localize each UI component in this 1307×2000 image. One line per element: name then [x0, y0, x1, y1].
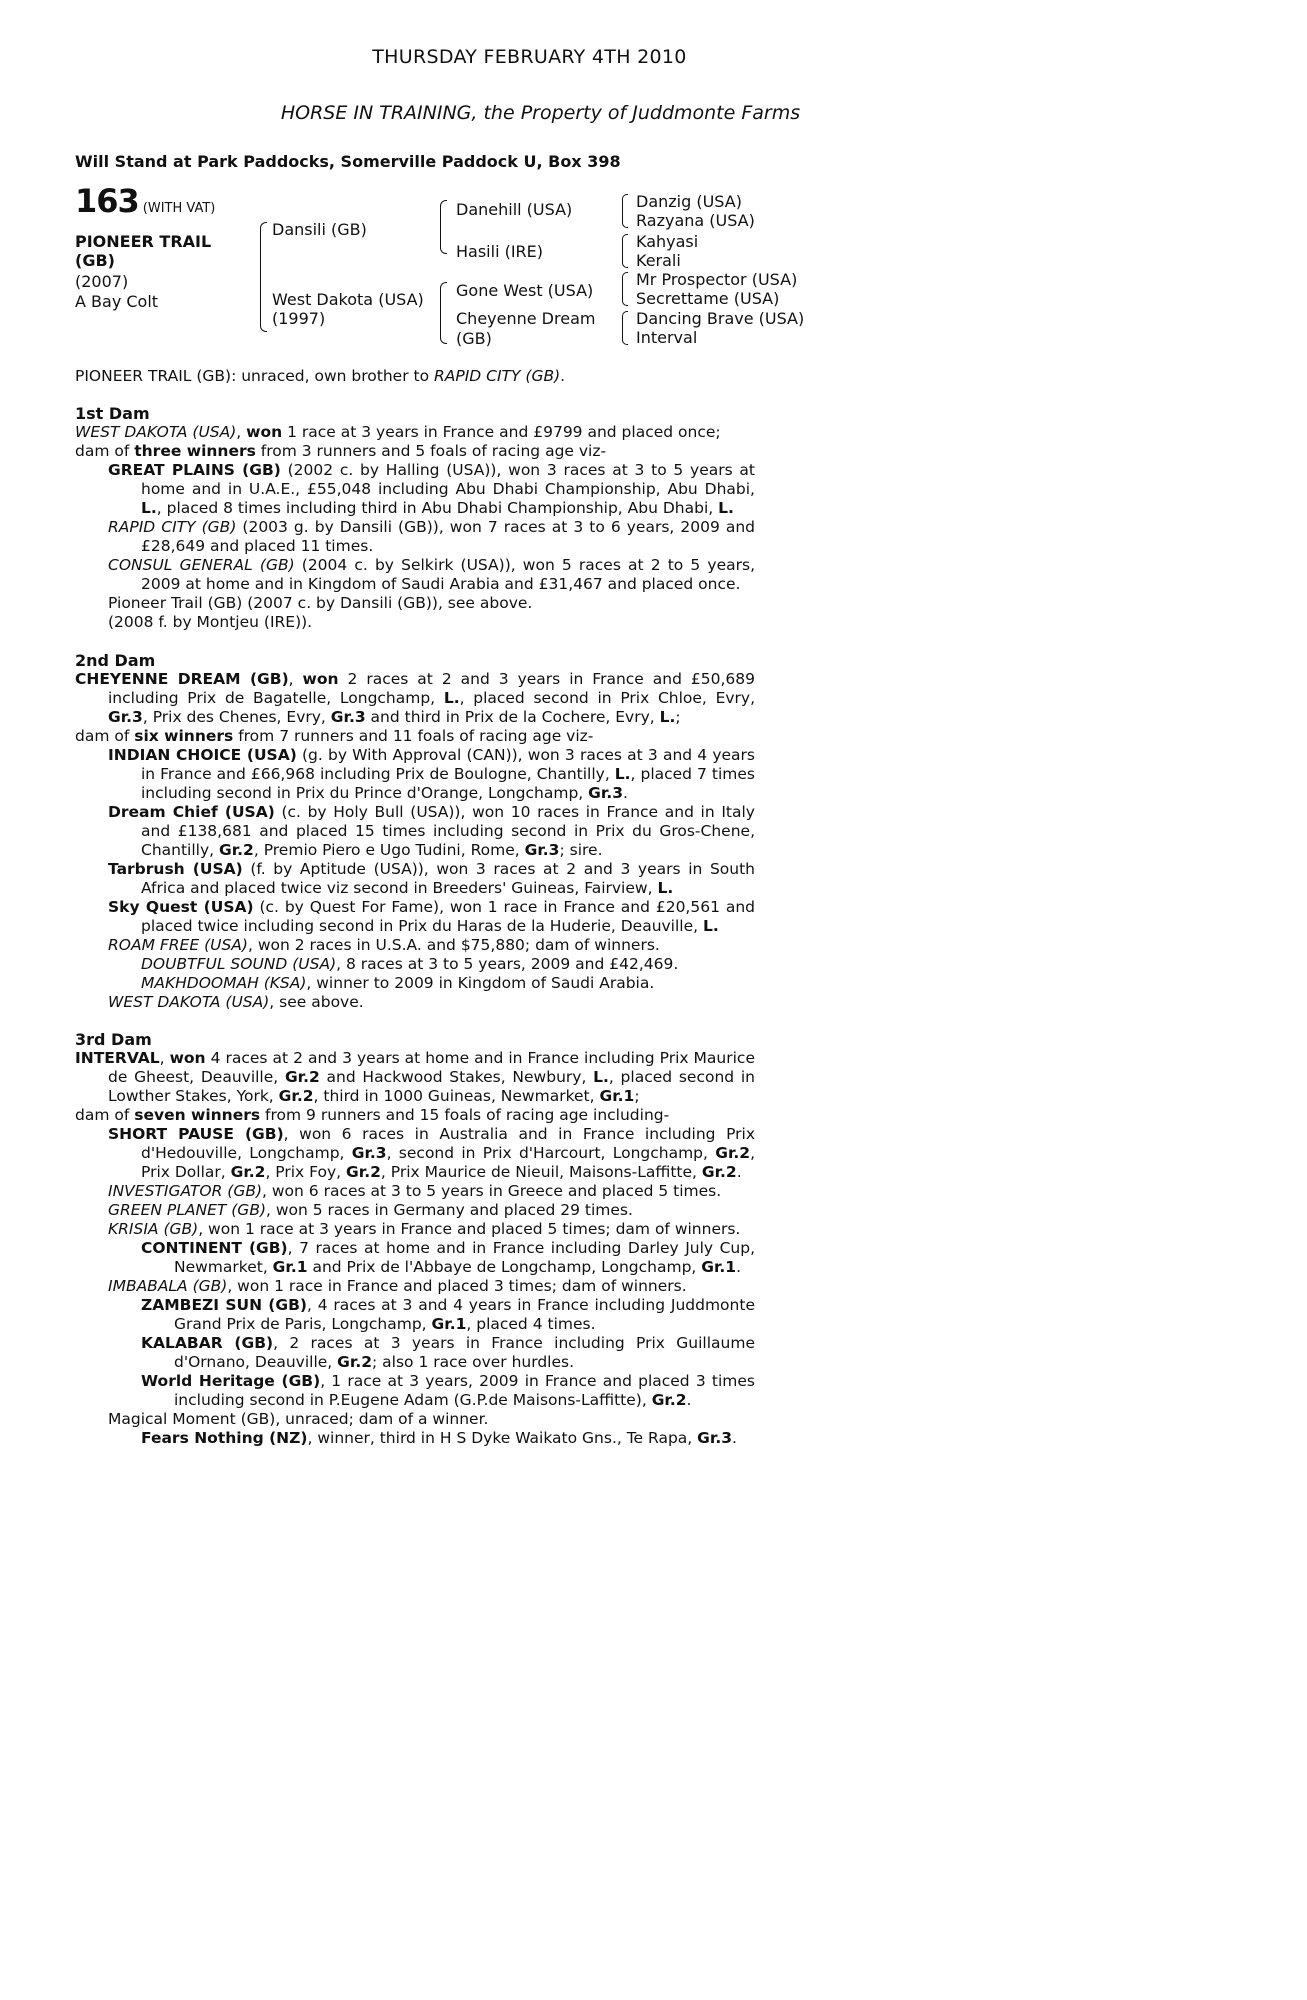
dss: Mr Prospector (USA) — [636, 270, 798, 289]
dsd: Secrettame (USA) — [636, 289, 780, 308]
sale-date: THURSDAY FEBRUARY 4TH 2010 — [372, 46, 687, 68]
sire: Dansili (GB) — [272, 220, 367, 239]
horse-description: A Bay Colt — [75, 292, 159, 311]
intro-line: PIONEER TRAIL (GB): unraced, own brother to RAPID CITY (GB). — [75, 367, 566, 385]
produce-entry: INVESTIGATOR (GB), won 6 races at 3 to 5 years in Greece and placed 5 times. — [108, 1182, 722, 1200]
dam-dam-suffix: (GB) — [456, 329, 492, 348]
sss: Danzig (USA) — [636, 192, 742, 211]
vat-note: (WITH VAT) — [142, 201, 216, 216]
section-heading: 1st Dam — [75, 404, 150, 423]
produce-entry: Fears Nothing (NZ), winner, third in H S Dyke Waikato Gns., Te Rapa, Gr.3. — [141, 1429, 737, 1447]
pedigree-brace-6 — [622, 272, 628, 306]
produce-entry: GREEN PLANET (GB), won 5 races in Germany and placed 29 times. — [108, 1201, 633, 1219]
produce-entry: IMBABALA (GB), won 1 race in France and placed 3 times; dam of winners. — [108, 1277, 687, 1295]
produce-entry: DOUBTFUL SOUND (USA), 8 races at 3 to 5 years, 2009 and £42,469. — [141, 955, 679, 973]
second-dam-section — [75, 651, 755, 1012]
dam-line: INTERVAL, won 4 races at 2 and 3 years at home and in France including Prix Maurice de Gheest, Deauville, Gr.2 and Hackwood Stakes, Newbury, L., placed second in Lowther Stakes, York, Gr.2, third in 1000 Guineas, Newmarket, Gr.1; — [75, 1049, 755, 1105]
produce-entry: CONSUL GENERAL (GB) (2004 c. by Selkirk (USA)), won 5 races at 2 to 5 years, 2009 at home and in Kingdom of Saudi Arabia and £31,467 and placed once. — [108, 556, 755, 593]
produce-entry: Sky Quest (USA) (c. by Quest For Fame), won 1 race in France and £20,561 and placed twice including second in Prix du Haras de la Huderie, Deauville, L. — [108, 898, 755, 935]
pedigree-table — [75, 182, 815, 357]
section-heading: 2nd Dam — [75, 651, 156, 670]
ddd: Interval — [636, 328, 698, 347]
produce-entry: SHORT PAUSE (GB), won 6 races in Australia and in France including Prix d'Hedouville, Longchamp, Gr.3, second in Prix d'Harcourt, Longchamp, Gr.2, Prix Dollar, Gr.2, Prix Foy, Gr.2, Prix Maurice de Nieuil, Maisons-Laffitte, Gr.2. — [108, 1125, 755, 1181]
produce-entry: Magical Moment (GB), unraced; dam of a winner. — [108, 1410, 489, 1428]
lot-number: 163 — [75, 182, 139, 220]
first-dam-section — [75, 404, 755, 632]
produce-entry: Dream Chief (USA) (c. by Holy Bull (USA)), won 10 races in France and in Italy and £138,681 and placed 15 times including second in Prix du Gros-Chene, Chantilly, Gr.2, Premio Piero e Ugo Tudini, Rome, Gr.3; sire. — [108, 803, 755, 859]
dam-line: WEST DAKOTA (USA), won 1 race at 3 years in France and £9799 and placed once; — [75, 423, 721, 441]
pedigree-brace-1 — [260, 222, 267, 332]
produce-entry: MAKHDOOMAH (KSA), winner to 2009 in Kingdom of Saudi Arabia. — [141, 974, 655, 992]
ssd: Razyana (USA) — [636, 211, 755, 230]
pedigree-brace-7 — [622, 311, 628, 345]
lot-header — [75, 182, 216, 220]
produce-entry: ROAM FREE (USA), won 2 races in U.S.A. and $75,880; dam of winners. — [108, 936, 660, 954]
produce-summary: dam of seven winners from 9 runners and 15 foals of racing age including- — [75, 1106, 670, 1124]
produce-entry: Tarbrush (USA) (f. by Aptitude (USA)), won 3 races at 2 and 3 years in South Africa and placed twice viz second in Breeders' Guineas, Fairview, L. — [108, 860, 755, 897]
produce-entry: (2008 f. by Montjeu (IRE)). — [108, 613, 313, 631]
sire-sire: Danehill (USA) — [456, 200, 573, 219]
dam-sire: Gone West (USA) — [456, 281, 594, 300]
produce-entry: World Heritage (GB), 1 race at 3 years, 2009 in France and placed 3 times including second in P.Eugene Adam (G.P.de Maisons-Laffitte), Gr.2. — [141, 1372, 755, 1409]
horse-year: (2007) — [75, 272, 129, 291]
sire-dam: Hasili (IRE) — [456, 242, 544, 261]
stabling-location: Will Stand at Park Paddocks, Somerville Paddock U, Box 398 — [75, 152, 621, 171]
horse-name: PIONEER TRAIL (GB) — [75, 232, 212, 270]
pedigree-brace-2 — [440, 200, 447, 254]
produce-entry: INDIAN CHOICE (USA) (g. by With Approval (CAN)), won 3 races at 3 and 4 years in France and £66,968 including Prix de Boulogne, Chantilly, L., placed 7 times including second in Prix du Prince d'Orange, Longchamp, Gr.3. — [108, 746, 755, 802]
produce-entry: KALABAR (GB), 2 races at 3 years in France including Prix Guillaume d'Ornano, Deauville, Gr.2; also 1 race over hurdles. — [141, 1334, 755, 1371]
third-dam-section — [75, 1030, 755, 1448]
sale-subtitle: HORSE IN TRAINING, the Property of Juddmonte Farms — [280, 102, 801, 124]
dam-line: CHEYENNE DREAM (GB), won 2 races at 2 and 3 years in France and £50,689 including Prix de Bagatelle, Longchamp, L., placed second in Prix Chloe, Evry, Gr.3, Prix des Chenes, Evry, Gr.3 and third in Prix de la Cochere, Evry, L.; — [75, 670, 756, 726]
dam-dam: Cheyenne Dream — [456, 309, 596, 328]
produce-entry: GREAT PLAINS (GB) (2002 c. by Halling (USA)), won 3 races at 3 to 5 years at home and in U.A.E., £55,048 including Abu Dhabi Championship, Abu Dhabi, L., placed 8 times including third in Abu Dhabi Championship, Abu Dhabi, L. — [108, 461, 755, 517]
produce-summary: dam of six winners from 7 runners and 11 foals of racing age viz- — [75, 727, 594, 745]
produce-entry: ZAMBEZI SUN (GB), 4 races at 3 and 4 years in France including Juddmonte Grand Prix de Paris, Longchamp, Gr.1, placed 4 times. — [141, 1296, 755, 1333]
produce-entry: CONTINENT (GB), 7 races at home and in France including Darley July Cup, Newmarket, Gr.1 and Prix de l'Abbaye de Longchamp, Longchamp, Gr.1. — [141, 1239, 755, 1276]
produce-summary: dam of three winners from 3 runners and 5 foals of racing age viz- — [75, 442, 607, 460]
section-heading: 3rd Dam — [75, 1030, 152, 1049]
produce-entry: Pioneer Trail (GB) (2007 c. by Dansili (GB)), see above. — [108, 594, 533, 612]
dam: West Dakota (USA) — [272, 290, 424, 309]
sdd: Kerali — [636, 251, 681, 270]
produce-entry: WEST DAKOTA (USA), see above. — [108, 993, 364, 1011]
pedigree-brace-4 — [622, 194, 628, 228]
pedigree-brace-5 — [622, 234, 628, 268]
pedigree-brace-3 — [440, 282, 447, 344]
sds: Kahyasi — [636, 232, 699, 251]
dam-year: (1997) — [272, 309, 326, 328]
produce-entry: KRISIA (GB), won 1 race at 3 years in France and placed 5 times; dam of winners. — [108, 1220, 741, 1238]
produce-entry: RAPID CITY (GB) (2003 g. by Dansili (GB)), won 7 races at 3 to 6 years, 2009 and £28,649 and placed 11 times. — [108, 518, 755, 555]
dds: Dancing Brave (USA) — [636, 309, 805, 328]
